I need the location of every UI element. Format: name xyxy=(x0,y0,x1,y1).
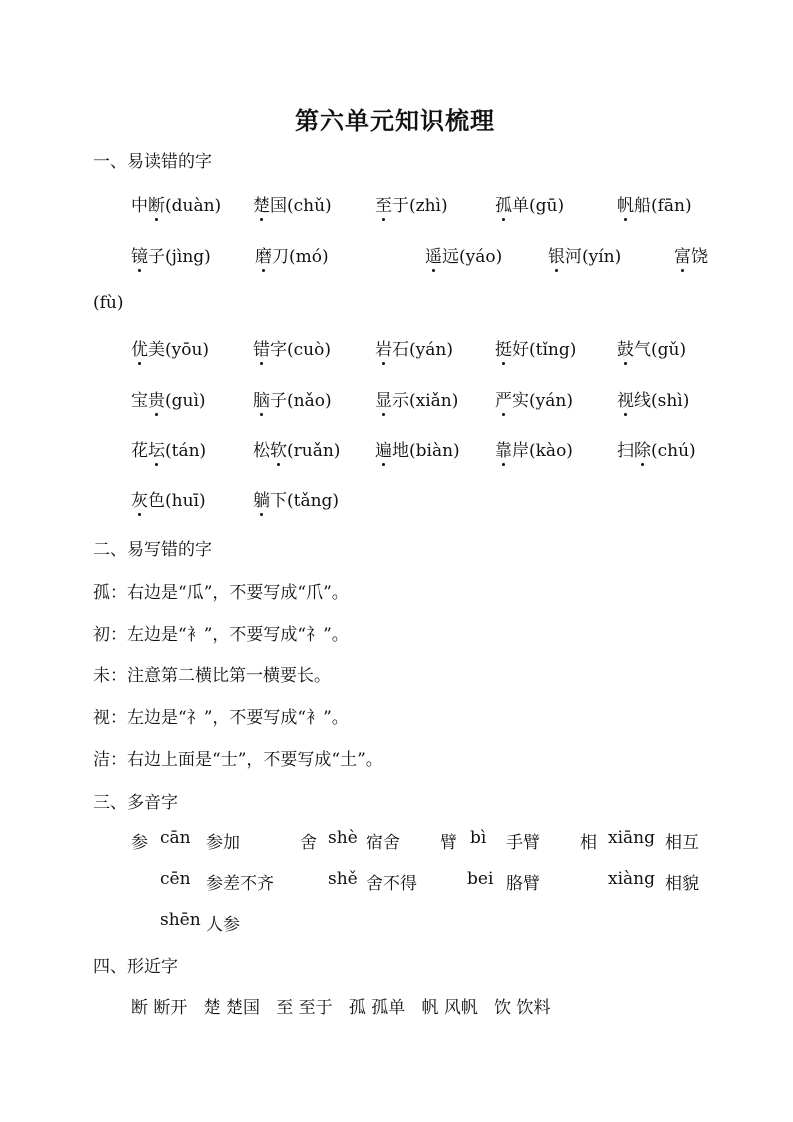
polyphone-char: 臂 xyxy=(440,833,457,853)
reading-item: 银河(yín) xyxy=(548,242,621,267)
reading-item: 优美(yōu) xyxy=(131,335,209,360)
writing-note: 孤：右边是“瓜”，不要写成“爪”。 xyxy=(93,583,349,603)
pinyin: xiāng xyxy=(608,828,655,848)
pinyin: bì xyxy=(470,828,487,848)
reading-item: 宝贵(guì) xyxy=(131,386,206,411)
pinyin: cēn xyxy=(160,869,191,889)
reading-item-wrap: (fù) xyxy=(93,293,124,313)
reading-item: 花坛(tán) xyxy=(131,436,206,461)
writing-note: 初：左边是“衤”，不要写成“礻”。 xyxy=(93,625,349,645)
page-title: 第六单元知识梳理 xyxy=(295,106,495,135)
word: 相貌 xyxy=(665,874,699,894)
similar-chars-line: 断 断开 楚 楚国 至 至于 孤 孤单 帆 风帆 饮 饮料 xyxy=(131,998,551,1018)
word: 相互 xyxy=(665,833,699,853)
word: 参差不齐 xyxy=(206,874,274,894)
section-heading-3: 三、多音字 xyxy=(93,793,178,813)
pinyin: shě xyxy=(328,869,358,889)
reading-item: 至于(zhì) xyxy=(375,191,448,216)
reading-item: 岩石(yán) xyxy=(375,335,453,360)
reading-item: 脑子(nǎo) xyxy=(253,386,332,411)
reading-item: 挺好(tǐng) xyxy=(495,335,576,360)
polyphone-char: 舍 xyxy=(300,833,317,853)
reading-item: 遥远(yáo) xyxy=(425,242,502,267)
word: 手臂 xyxy=(506,833,540,853)
reading-item: 楚国(chǔ) xyxy=(253,191,332,216)
pinyin: shēn xyxy=(160,910,201,930)
word: 舍不得 xyxy=(366,874,417,894)
reading-item: 扫除(chú) xyxy=(617,436,696,461)
reading-item: 孤单(gū) xyxy=(495,191,564,216)
reading-item: 显示(xiǎn) xyxy=(375,386,458,411)
polyphone-char: 相 xyxy=(580,833,597,853)
reading-item: 灰色(huī) xyxy=(131,486,206,511)
word: 人参 xyxy=(206,915,240,935)
reading-item: 严实(yán) xyxy=(495,386,573,411)
pinyin: cān xyxy=(160,828,191,848)
reading-item: 帆船(fān) xyxy=(617,191,692,216)
reading-item: 鼓气(gǔ) xyxy=(617,335,686,360)
writing-note: 未：注意第二横比第一横要长。 xyxy=(93,666,331,686)
pinyin: shè xyxy=(328,828,358,848)
reading-item: 视线(shì) xyxy=(617,386,689,411)
section-heading-4: 四、形近字 xyxy=(93,957,178,977)
writing-note: 洁：右边上面是“士”，不要写成“土”。 xyxy=(93,750,383,770)
polyphone-char: 参 xyxy=(131,833,148,853)
word: 胳臂 xyxy=(506,874,540,894)
reading-item: 错字(cuò) xyxy=(253,335,331,360)
reading-item: 中断(duàn) xyxy=(131,191,221,216)
reading-item: 遍地(biàn) xyxy=(375,436,460,461)
section-heading-2: 二、易写错的字 xyxy=(93,540,212,560)
reading-item: 靠岸(kào) xyxy=(495,436,573,461)
reading-item: 磨刀(mó) xyxy=(255,242,329,267)
reading-item: 躺下(tǎng) xyxy=(253,486,339,511)
section-heading-1: 一、易读错的字 xyxy=(93,152,212,172)
pinyin: xiàng xyxy=(608,869,655,889)
word: 宿舍 xyxy=(366,833,400,853)
writing-note: 视：左边是“礻”，不要写成“衤”。 xyxy=(93,708,349,728)
word: 参加 xyxy=(206,833,240,853)
reading-item: 镜子(jìng) xyxy=(131,242,211,267)
reading-item: 松软(ruǎn) xyxy=(253,436,340,461)
pinyin: bei xyxy=(467,869,494,889)
reading-item: 富饶 xyxy=(674,242,708,267)
